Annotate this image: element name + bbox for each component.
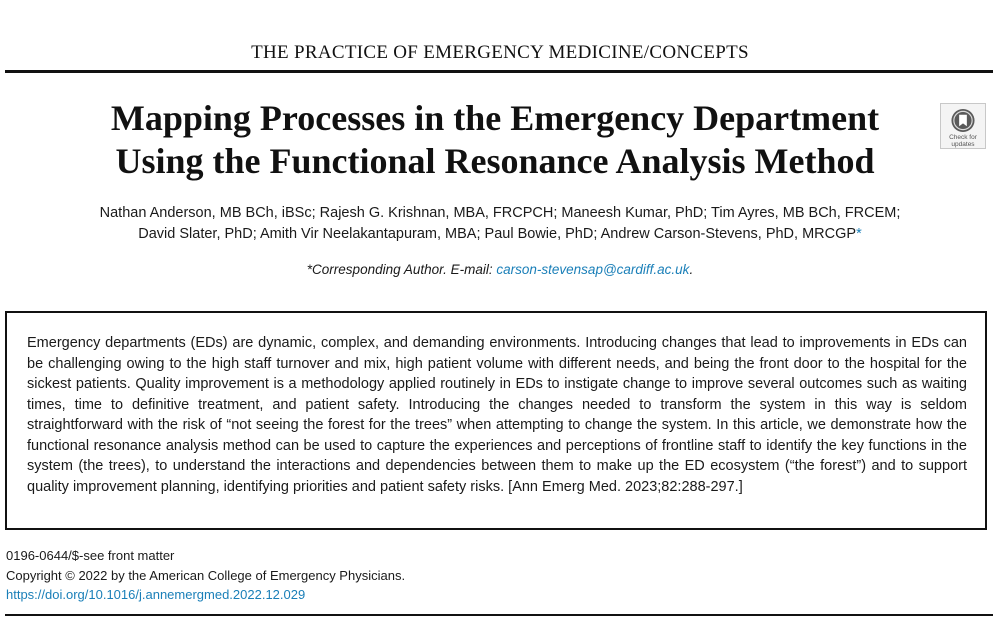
doi-link[interactable]: https://doi.org/10.1016/j.annemergmed.2022.12.029: [6, 587, 306, 602]
corresponding-author-note: [0, 262, 1000, 277]
abstract-box: [5, 311, 987, 530]
article-title-line-1: Mapping Processes in the Emergency Department: [110, 98, 880, 138]
corresponding-suffix: .: [689, 262, 694, 277]
author-line-2-text: David Slater, PhD; Amith Vir Neelakantapuram, MBA; Paul Bowie, PhD; Andrew Carson-Stevens, PhD, MRCGP: [138, 226, 857, 242]
footer-divider: [5, 614, 993, 616]
corresponding-author-marker[interactable]: *: [856, 226, 862, 242]
author-line-1: Nathan Anderson, MB BCh, iBSc; Rajesh G. Krishnan, MBA, FRCPCH; Maneesh Kumar, PhD; Tim Ayres, MB BCh, FRCEM;: [99, 205, 901, 221]
corresponding-email-link[interactable]: carson-stevensap@cardiff.ac.uk: [496, 262, 690, 277]
abstract-text: Emergency departments (EDs) are dynamic, complex, and demanding environments. Introducing changes that lead to improvements in EDs can be challenging owing to the high staff turnover and mix, high patient volume with different needs, and being the front door to the hospital for the sickest patients. Quality improvement is a methodology applied routinely in EDs to instigate change to improve several outcomes such as waiting times, time to definitive treatment, and patient safety. Introducing the changes needed to transform the system in this way is seldom straightforward with the risk of “not seeing the forest for the trees” when attempting to change the system. In this article, we demonstrate how the functional resonance analysis method can be used to capture the experiences and perceptions of frontline staff to identify the key functions in the system (the trees), to understand the interactions and dependencies between them to make up the ED ecosystem (“the forest”) and to support quality improvement planning, identifying priorities and patient safety risks. [Ann Emerg Med. 2023;82:288-297.]: [27, 335, 967, 495]
issn-line: 0196-0644/$-see front matter: [6, 548, 175, 563]
journal-section-header: THE PRACTICE OF EMERGENCY MEDICINE/CONCEPTS: [251, 42, 749, 63]
check-for-updates-label: Check for updates: [949, 134, 977, 148]
header-divider: [5, 70, 993, 73]
author-list: [20, 203, 980, 245]
author-line-2: [20, 224, 980, 245]
copyright-line: Copyright © 2022 by the American College of Emergency Physicians.: [6, 567, 406, 583]
corresponding-label: *Corresponding Author. E-mail:: [306, 262, 497, 277]
check-for-updates-badge[interactable]: [940, 103, 986, 149]
article-title: [80, 97, 910, 183]
front-matter: [6, 546, 806, 605]
article-title-line-2: Using the Functional Resonance Analysis Method: [115, 141, 875, 181]
bookmark-icon: [950, 108, 976, 133]
